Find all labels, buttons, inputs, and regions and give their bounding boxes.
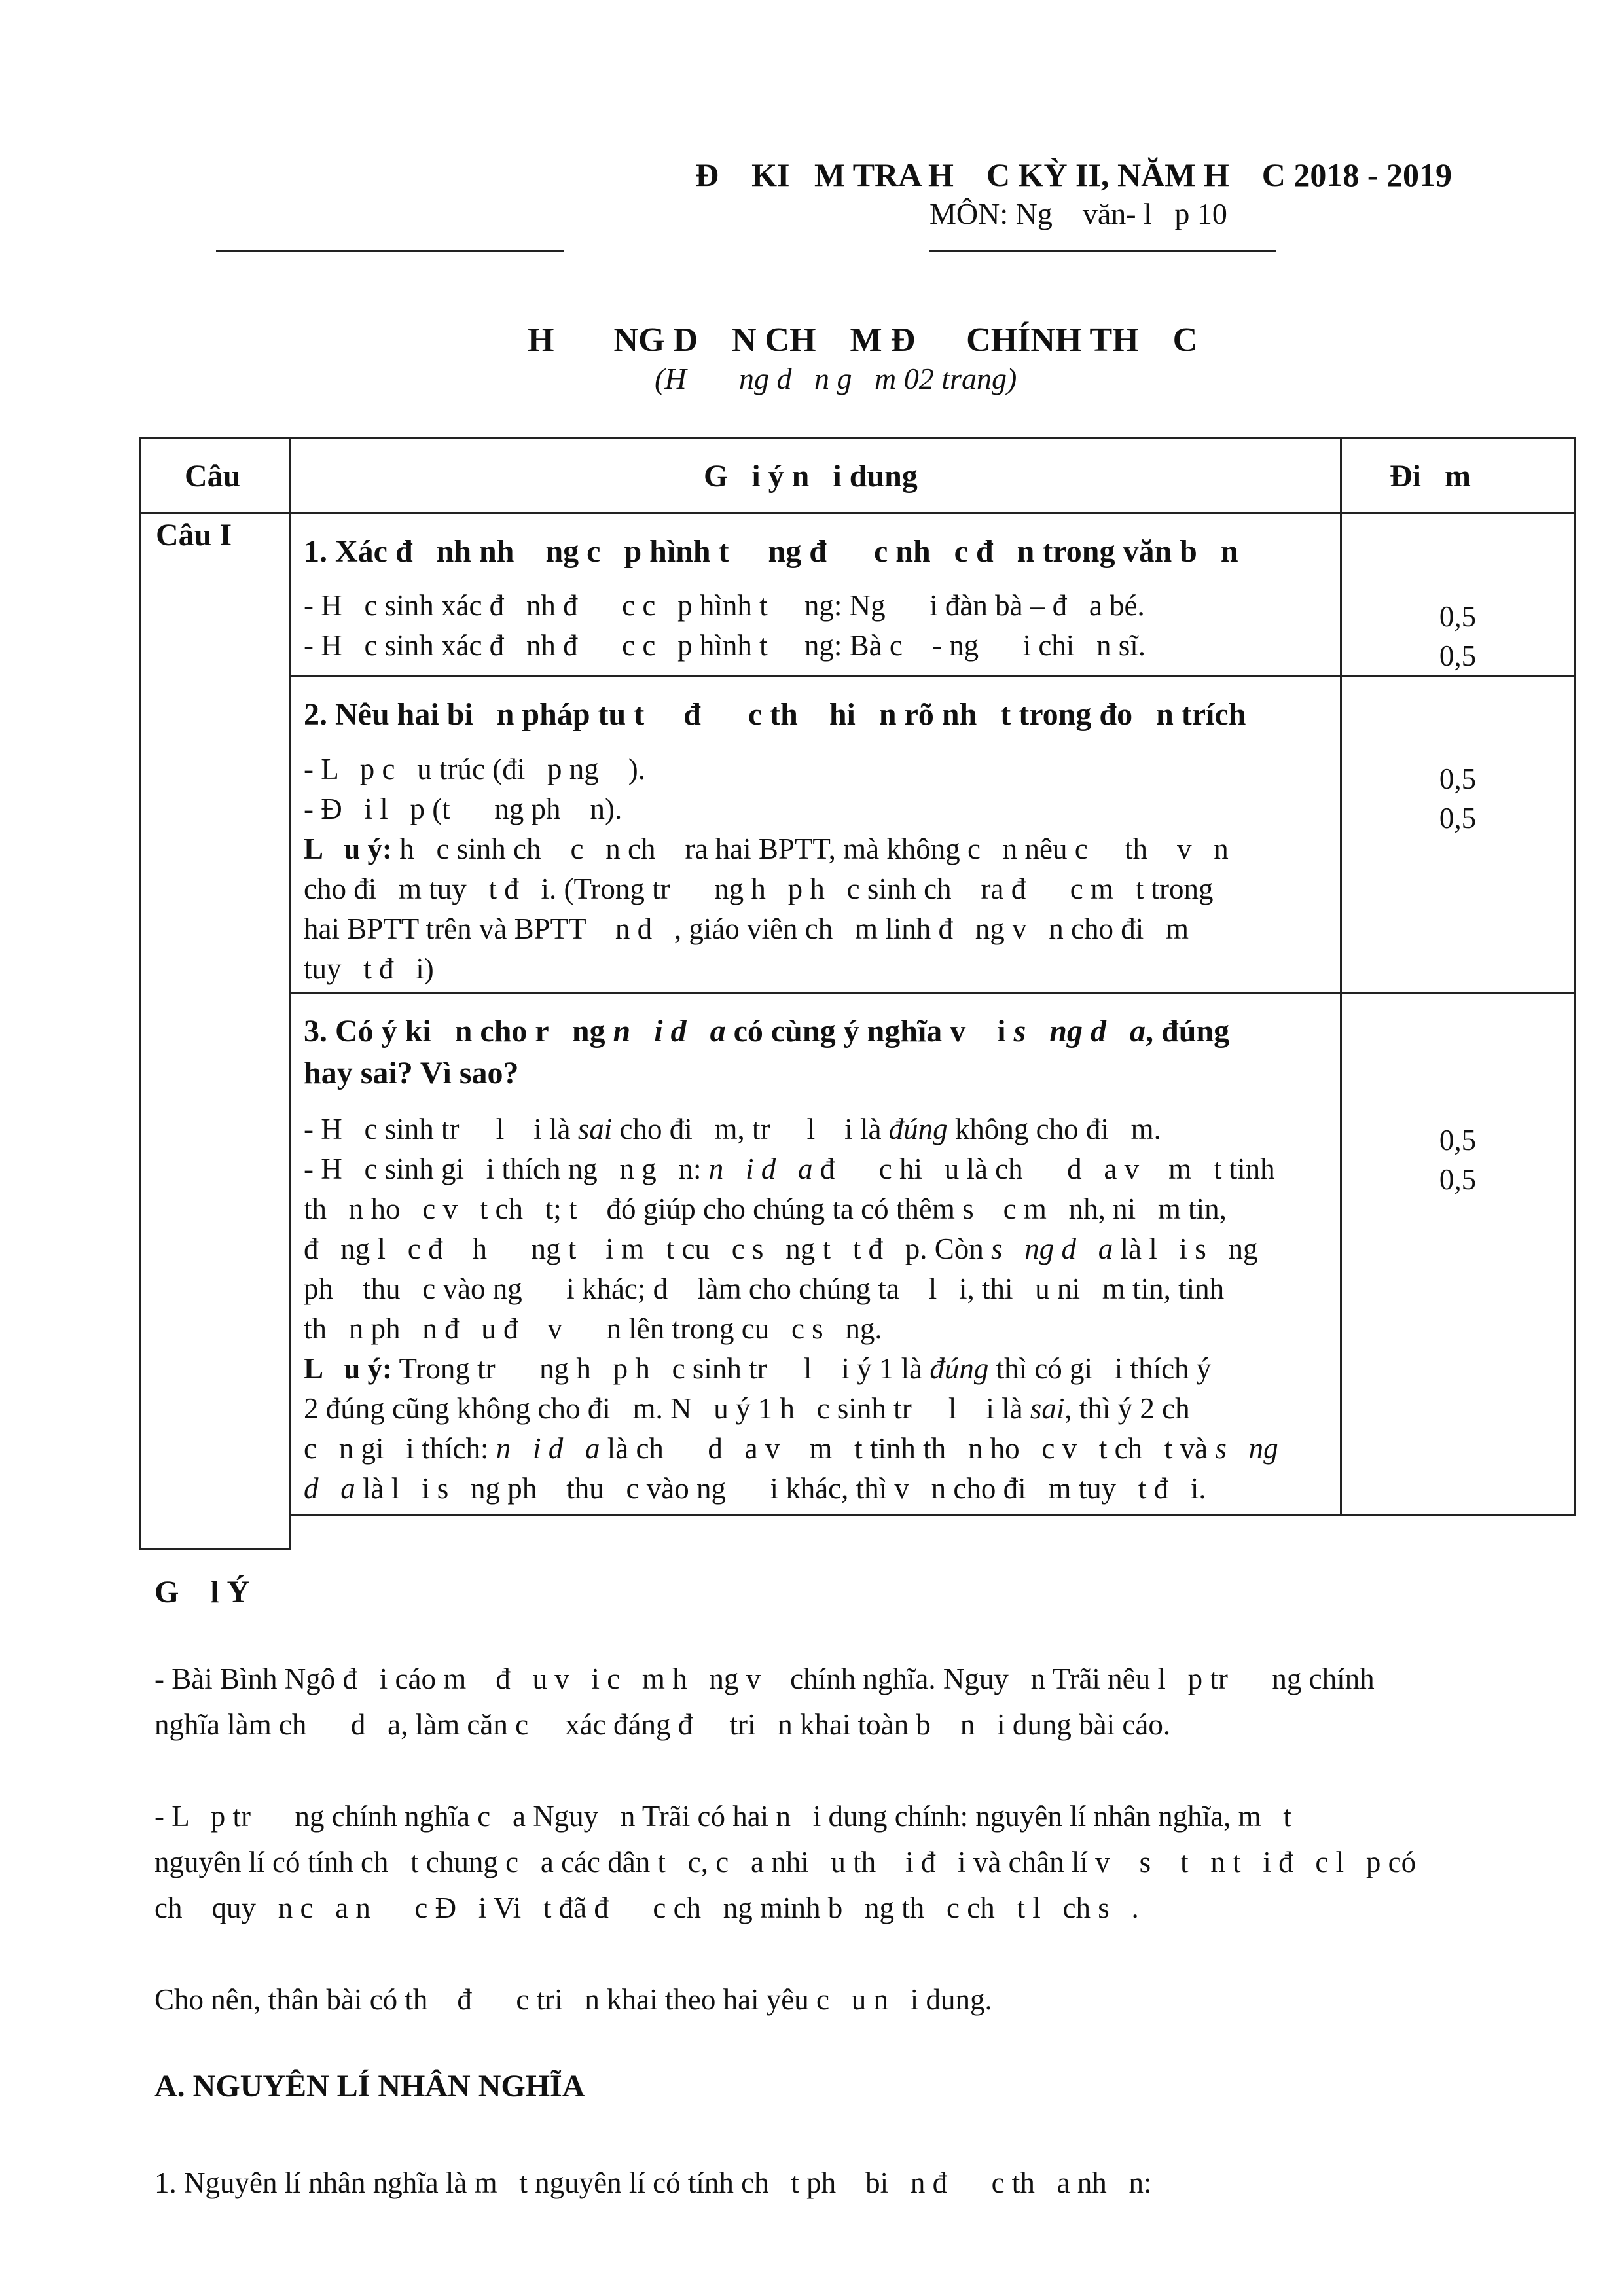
- part2-line-1: - L p c u trúc (đi p ng ).: [304, 753, 645, 785]
- part2-heading: 2. Nêu hai bi n pháp tu t đ c th hi n rõ nh t trong đo n trích: [304, 697, 1246, 732]
- para1-line-1: - Bài Bình Ngô đ i cáo m đ u v i c m h ng v chính nghĩa. Nguy n Trãi nêu l p tr ng chính: [154, 1662, 1375, 1695]
- part3-note2-a: 2 đúng cũng không cho đi m. N u ý 1 h c sinh tr l i là: [304, 1392, 1030, 1425]
- part3-note3-b: là ch d a v m t tinh th n ho c v t ch t và: [600, 1432, 1216, 1465]
- subject-line: MÔN: Ng văn- l p 10: [929, 197, 1227, 230]
- part3-heading: [304, 1013, 1229, 1049]
- header-rule-left: [216, 250, 564, 252]
- guide-pages-note: (H ng d n g m 02 trang): [655, 362, 1017, 395]
- part2-note-label: L u ý:: [304, 833, 393, 865]
- part2-score-2: 0,5: [1439, 802, 1477, 834]
- header-score: Đi m: [1390, 459, 1471, 493]
- part3-line-6: th n ph n đ u đ v n lên trong cu c s ng.: [304, 1312, 882, 1345]
- section-a-heading: A. NGUYÊN LÍ NHÂN NGHĨA: [154, 2069, 585, 2104]
- para3: Cho nên, thân bài có th đ c tri n khai theo hai yêu c u n i dung.: [154, 1983, 992, 2016]
- header-content: G i ý n i dung: [704, 459, 918, 493]
- part2-note-line-1: [304, 829, 1229, 869]
- part3-line4-em: s ng d a: [990, 1232, 1113, 1265]
- question-label: Câu I: [156, 518, 232, 552]
- part3-line-5: ph thu c vào ng i khác; d làm cho chúng ta l i, thi u ni m tin, tinh: [304, 1272, 1225, 1305]
- part2-note-line-3: hai BPTT trên và BPTT n d , giáo viên ch m linh đ ng v n cho đi m: [304, 912, 1189, 945]
- table-question-cell-bottom: [139, 1548, 291, 1550]
- part1-line-2: - H c sinh xác đ nh đ c c p hình t ng: Bà c - ng i chi n sĩ.: [304, 629, 1146, 662]
- part3-note-line-2: [304, 1389, 1190, 1429]
- para2-line-2: nguyên lí có tính ch t chung c a các dân t c, c a nhi u th i đ i và chân lí v s t n t i đ c l p có: [154, 1846, 1416, 1878]
- part3-line-1: [304, 1109, 1161, 1149]
- part1-heading: 1. Xác đ nh nh ng c p hình t ng đ c nh c đ n trong văn b n: [304, 534, 1238, 569]
- table-left-border: [139, 437, 141, 1550]
- part1-line-1: - H c sinh xác đ nh đ c c p hình t ng: Ng i đàn bà – đ a bé.: [304, 589, 1145, 622]
- part2-note-line-4: tuy t đ i): [304, 952, 434, 985]
- part3-note3-a: c n gi i thích:: [304, 1432, 496, 1465]
- part3-note-line-4: [304, 1469, 1206, 1509]
- part3-line2-b: đ c hi u là ch d a v m t tinh: [812, 1153, 1275, 1185]
- part3-note1-a: Trong tr ng h p h c sinh tr l i ý 1 là: [392, 1352, 930, 1385]
- part3-heading-c: , đúng: [1146, 1014, 1230, 1049]
- header-question: Câu: [185, 459, 241, 493]
- part3-line1-em1: sai: [577, 1113, 613, 1145]
- part3-line-4: [304, 1229, 1257, 1269]
- part3-note4-b: là l i s ng ph thu c vào ng i khác, thì v n cho đi m tuy t đ i.: [355, 1472, 1206, 1505]
- part3-heading-a: 3. Có ý ki n cho r ng: [304, 1014, 613, 1049]
- para2-line-3: ch quy n c a n c Đ i Vi t đã đ c ch ng minh b ng th c ch t l ch s .: [154, 1892, 1139, 1924]
- para1-line-2: nghĩa làm ch d a, làm căn c xác đáng đ tri n khai toàn b n i dung bài cáo.: [154, 1708, 1171, 1741]
- part3-line-3: th n ho c v t ch t; t đó giúp cho chúng ta có thêm s c m nh, ni m tin,: [304, 1193, 1227, 1225]
- table-row-border-2: [289, 992, 1576, 994]
- part3-score-1: 0,5: [1439, 1124, 1477, 1157]
- part3-score-2: 0,5: [1439, 1163, 1477, 1196]
- part2-line-2: - Đ i l p (t ng ph n).: [304, 793, 623, 825]
- part2-note-text: h c sinh ch c n ch ra hai BPTT, mà không c n nêu c th v n: [392, 833, 1229, 865]
- part2-note-line-2: cho đi m tuy t đ i. (Trong tr ng h p h c sinh ch ra đ c m t trong: [304, 872, 1214, 905]
- part3-line4-b: là l i s ng: [1113, 1232, 1258, 1265]
- part2-score-1: 0,5: [1439, 762, 1477, 795]
- exam-title: Đ KI M TRA H C KỲ II, NĂM H C 2018 - 2019: [695, 156, 1453, 193]
- para4: 1. Nguyên lí nhân nghĩa là m t nguyên lí có tính ch t ph bi n đ c th a nh n:: [154, 2166, 1152, 2199]
- table-bottom-border: [289, 1514, 1576, 1516]
- part3-note-line-1: [304, 1349, 1211, 1389]
- part3-note-label: L u ý:: [304, 1352, 393, 1385]
- part3-heading-b: có cùng ý nghĩa v i: [725, 1014, 1014, 1049]
- part1-score-2: 0,5: [1439, 639, 1477, 672]
- header-rule-right: [929, 250, 1276, 252]
- part3-heading-em1: n i d a: [613, 1014, 726, 1049]
- guide-title: H NG D N CH M Đ CHÍNH TH C: [528, 321, 1198, 359]
- part3-line1-em2: đúng: [888, 1113, 948, 1145]
- part3-note2-b: , thì ý 2 ch: [1064, 1392, 1190, 1425]
- part3-note-line-3: [304, 1429, 1278, 1469]
- section-label: G l Ý: [154, 1575, 250, 1609]
- para2-line-1: - L p tr ng chính nghĩa c a Nguy n Trãi có hai n i dung chính: nguyên lí nhân nghĩa, m t: [154, 1800, 1291, 1833]
- table-top-border: [139, 437, 1576, 439]
- part3-note2-em: sai: [1030, 1392, 1065, 1425]
- part3-note1-em: đúng: [929, 1352, 989, 1385]
- part3-note4-em: d a: [304, 1472, 355, 1505]
- part3-line1-a: - H c sinh tr l i là: [304, 1113, 578, 1145]
- part3-line2-a: - H c sinh gi i thích ng n g n:: [304, 1153, 709, 1185]
- part3-line2-em: n i d a: [708, 1153, 813, 1185]
- part3-note1-b: thì có gi i thích ý: [988, 1352, 1212, 1385]
- part3-line-2: [304, 1149, 1275, 1189]
- part3-heading-em2: s ng d a: [1013, 1014, 1146, 1049]
- table-header-border: [139, 512, 1576, 514]
- part3-line4-a: đ ng l c đ h ng t i m t cu c s ng t t đ p. Còn: [304, 1232, 991, 1265]
- part3-note3-em2: s ng: [1215, 1432, 1278, 1465]
- part3-note3-em1: n i d a: [496, 1432, 600, 1465]
- part3-heading-2: hay sai? Vì sao?: [304, 1056, 519, 1090]
- part1-score-1: 0,5: [1439, 600, 1477, 633]
- part3-line1-c: không cho đi m.: [947, 1113, 1161, 1145]
- part3-line1-b: cho đi m, tr l i là: [612, 1113, 889, 1145]
